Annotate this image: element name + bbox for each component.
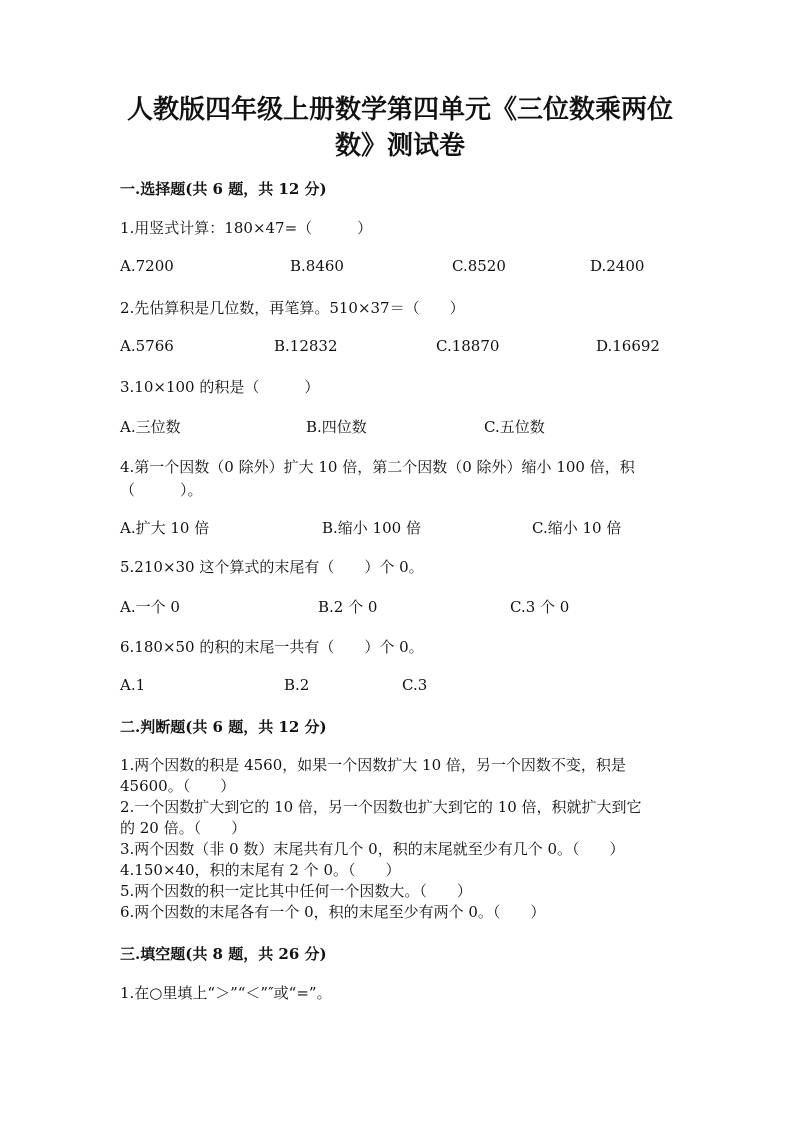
q1-option-b: B.8460 bbox=[290, 257, 344, 275]
exam-title bbox=[100, 92, 700, 164]
section-heading-fill-blank: 三.填空题(共 8 题，共 26 分) bbox=[120, 945, 327, 963]
q6-option-a: A.1 bbox=[120, 676, 146, 694]
q4-option-b: B.缩小 100 倍 bbox=[322, 519, 421, 537]
q6-option-b: B.2 bbox=[284, 676, 310, 694]
judgement-line: 3.两个因数（非 0 数）末尾共有几个 0，积的末尾就至少有几个 0。（ ） bbox=[120, 840, 625, 858]
q5-option-b: B.2 个 0 bbox=[318, 598, 378, 616]
fill-question-1: 1.在○里填上“＞”“＜”″或“=”。 bbox=[120, 984, 332, 1002]
q1-option-c: C.8520 bbox=[452, 257, 506, 275]
question-4 bbox=[120, 456, 680, 502]
judgement-line: 的 20 倍。（ ） bbox=[120, 819, 247, 837]
q3-option-b: B.四位数 bbox=[306, 418, 367, 436]
question-4-line-1: 4.第一个因数（0 除外）扩大 10 倍，第二个因数（0 除外）缩小 100 倍，积 bbox=[120, 458, 635, 476]
q5-option-a: A.一个 0 bbox=[120, 598, 180, 616]
judgement-line: 45600。（ ） bbox=[120, 777, 236, 795]
q3-option-c: C.五位数 bbox=[484, 418, 545, 436]
q6-option-c: C.3 bbox=[402, 676, 428, 694]
section-heading-judgement: 二.判断题(共 6 题，共 12 分) bbox=[120, 718, 327, 736]
title-line-1: 人教版四年级上册数学第四单元《三位数乘两位 bbox=[126, 95, 673, 125]
q2-option-b: B.12832 bbox=[274, 337, 338, 355]
question-6: 6.180×50 的积的末尾一共有（ ）个 0。 bbox=[120, 638, 424, 656]
question-4-line-2: （ ）。 bbox=[120, 481, 203, 499]
section-heading-choice: 一.选择题(共 6 题，共 12 分) bbox=[120, 180, 327, 198]
judgement-list bbox=[120, 755, 680, 923]
q3-option-a: A.三位数 bbox=[120, 418, 181, 436]
question-1: 1.用竖式计算：180×47=（ ） bbox=[120, 219, 373, 237]
q4-option-a: A.扩大 10 倍 bbox=[120, 519, 210, 537]
q5-option-c: C.3 个 0 bbox=[510, 598, 570, 616]
q2-option-a: A.5766 bbox=[120, 337, 174, 355]
q4-option-c: C.缩小 10 倍 bbox=[532, 519, 622, 537]
title-line-2: 数》测试卷 bbox=[334, 131, 465, 161]
q2-option-d: D.16692 bbox=[596, 337, 660, 355]
q2-option-c: C.18870 bbox=[436, 337, 500, 355]
q1-option-d: D.2400 bbox=[590, 257, 645, 275]
judgement-line: 6.两个因数的末尾各有一个 0，积的末尾至少有两个 0。（ ） bbox=[120, 903, 546, 921]
question-3: 3.10×100 的积是（ ） bbox=[120, 378, 320, 396]
judgement-line: 2.一个因数扩大到它的 10 倍，另一个因数也扩大到它的 10 倍，积就扩大到它 bbox=[120, 798, 642, 816]
judgement-line: 4.150×40，积的末尾有 2 个 0。（ ） bbox=[120, 861, 401, 879]
judgement-line: 5.两个因数的积一定比其中任何一个因数大。（ ） bbox=[120, 882, 472, 900]
question-2: 2.先估算积是几位数，再笔算。510×37＝（ ） bbox=[120, 299, 465, 317]
question-5: 5.210×30 这个算式的末尾有（ ）个 0。 bbox=[120, 558, 424, 576]
judgement-line: 1.两个因数的积是 4560，如果一个因数扩大 10 倍，另一个因数不变，积是 bbox=[120, 756, 626, 774]
q1-option-a: A.7200 bbox=[120, 257, 174, 275]
